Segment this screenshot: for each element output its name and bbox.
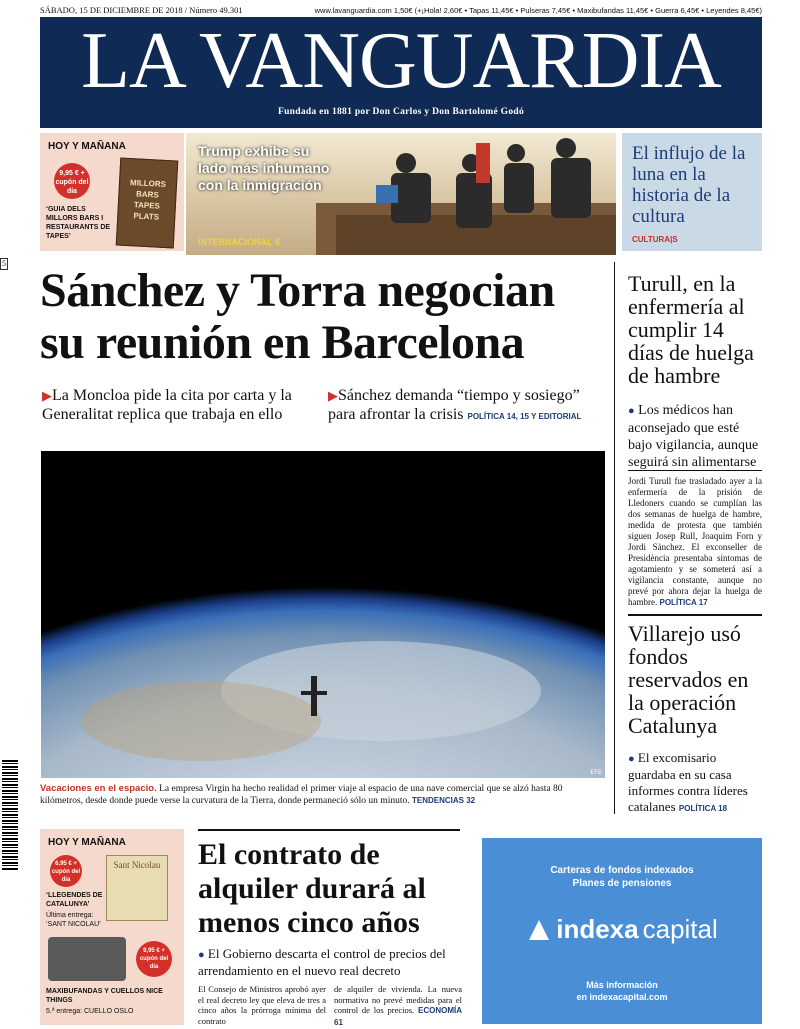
- ad-line-1: Carteras de fondos indexados: [550, 865, 694, 876]
- top-bar: [40, 3, 762, 17]
- main-sub-2: [328, 386, 608, 426]
- space-photo: [41, 451, 605, 778]
- trump-story[interactable]: [186, 133, 616, 255]
- luna-story[interactable]: [622, 133, 762, 251]
- triangle-icon: ▶: [42, 388, 52, 403]
- ad-brand-1: indexa: [556, 914, 639, 944]
- ad-brand-2: capital: [642, 914, 718, 944]
- price-badge-1: 6,95 € + cupón del día: [50, 855, 82, 887]
- barcode: [0, 760, 22, 910]
- triangle-icon: ▶: [328, 388, 338, 403]
- turull-body-text: Jordi Turull fue trasladado ayer a la enfermería de la prisión de Lledoners cuando se cumplían las dos semanas de huelga de hambre, medida de protesta que también siguen Josep Rull, Joaquim Forn y Jordi Sànchez. El exconseller de Presidència presentaba síntomas de agotamiento y se someterá así a vigilancia constante, aunque no prevé por ahora dejar la huelga de hambre.: [628, 476, 762, 607]
- contract-body-1: El Consejo de Ministros aprobó ayer el real decreto ley que eleva de tres a cinco años la prórroga mínima del contrato: [198, 984, 326, 1026]
- scarf-image: [48, 937, 126, 981]
- contract-sub: [198, 946, 464, 979]
- web-prices[interactable]: www.lavanguardia.com 1,50€ (+¡Hola! 2,60€ • Tapas 11,45€ • Pulseras 7,45€ • Maxibufandas 11,45€ • Guerra 6,45€ • Leyendes 8,45€): [314, 5, 762, 15]
- promo-desc: ‘GUIA DELS MILLORS BARS I RESTAURANTS DE TAPES’: [46, 206, 111, 240]
- promo-bottom[interactable]: [40, 829, 184, 1025]
- caption-text: La empresa Virgin ha hecho realidad el primer viaje al espacio de una nave comercial que se alzó hasta 80 kilómetros, desde donde puede verse la curvatura de la Tierra, donde permaneció sólo un minuto.: [40, 784, 563, 806]
- turull-rule: [628, 470, 762, 471]
- main-sub-1: [42, 386, 324, 424]
- villarejo-sub-text: El excomisario guardaba en su casa informes contra líderes catalanes: [628, 750, 748, 814]
- promo-desc-2: MAXIBUFANDAS Y CUELLOS NICE THINGS: [46, 988, 163, 1004]
- price-badge: 9,95 € + cupón del día: [54, 163, 90, 199]
- villarejo-headline[interactable]: Villarejo usó fondos reservados en la operación Catalunya: [628, 621, 749, 738]
- villarejo-rule: [628, 614, 762, 616]
- contract-sub-text: El Gobierno descarta el control de precios del arrendamiento en el nuevo real decreto: [198, 946, 446, 978]
- caption-ref[interactable]: TENDENCIAS 32: [411, 796, 476, 805]
- turull-headline[interactable]: Turull, en la enfermería al cumplir 14 días de huelga de hambre: [628, 271, 754, 388]
- photo-caption: [40, 783, 606, 807]
- ad-line-2: Planes de pensiones: [572, 878, 672, 889]
- photo-credit: EFE: [590, 770, 602, 776]
- earth-curvature-image: [41, 451, 605, 778]
- contract-body-2: [334, 984, 462, 1028]
- promo-last-2: 5.ª entrega: CUELLO OSLO: [46, 1008, 134, 1015]
- main-sub-2-ref[interactable]: POLÍTICA 14, 15 Y EDITORIAL: [467, 412, 582, 421]
- book-cover-2-text: Sant Nicolau: [113, 860, 161, 870]
- bullet-icon: ●: [628, 405, 635, 417]
- newspaper-logo: LA VANGUARDIA: [81, 17, 721, 105]
- ad-url[interactable]: en indexacapital.com: [576, 992, 668, 1002]
- contract-body-2-text: de alquiler de vivienda. La nueva normativa no prevé medidas para el control de los precios.: [334, 984, 462, 1015]
- indexa-logo-icon: [526, 917, 552, 943]
- book-cover: [116, 158, 179, 249]
- bullet-icon: ●: [628, 753, 635, 765]
- founded-line: Fundada en 1881 por Don Carlos y Don Bartolomé Godó: [277, 107, 525, 117]
- date-issue: SÁBADO, 15 DE DICIEMBRE DE 2018 / Número 49.301: [40, 5, 243, 15]
- promo-desc-1: ‘LLEGENDES DE CATALUNYA’: [46, 892, 103, 908]
- villarejo-sub: [628, 750, 762, 817]
- villarejo-ref[interactable]: POLÍTICA 18: [678, 804, 728, 813]
- price-badge-2: 9,95 € + cupón del día: [136, 941, 172, 977]
- promo-top[interactable]: [40, 133, 184, 251]
- main-sub-1-text: La Moncloa pide la cita por carta y la Generalitat replica que trabaja en ello: [42, 387, 292, 423]
- turull-ref[interactable]: POLÍTICA 17: [659, 598, 708, 607]
- book-cover-2: [106, 855, 168, 921]
- contract-ref[interactable]: ECONOMÍA 61: [334, 1006, 462, 1027]
- masthead: [40, 17, 762, 128]
- promo-bottom-title: HOY Y MAÑANA: [48, 837, 126, 848]
- luna-headline: El influjo de la luna en la historia de la cultura: [632, 143, 746, 227]
- book-cover-text: MILLORS BARS TAPES PLATS: [129, 178, 167, 222]
- main-sub-2-text: Sánchez demanda “tiempo y sosiego” para afrontar la crisis: [328, 387, 580, 423]
- turull-body: [628, 476, 762, 608]
- main-headline[interactable]: Sánchez y Torra negocian su reunión en Barcelona: [40, 264, 555, 369]
- indexa-ad[interactable]: [482, 838, 762, 1024]
- promo-last-1: Última entrega: ‘SANT NICOLAU’: [46, 912, 101, 928]
- luna-section: CULTURA|S: [632, 235, 678, 244]
- column-divider: [614, 262, 615, 814]
- barcode-bars: [2, 760, 18, 870]
- trump-headline: Trump exhibe su lado más inhumano con la inmigración: [198, 143, 330, 193]
- ad-brand: [482, 914, 762, 945]
- ad-info: Más información: [586, 980, 658, 990]
- contract-headline[interactable]: El contrato de alquiler durará al menos cinco años: [198, 838, 426, 939]
- turull-sub-text: Los médicos han aconsejado que esté bajo vigilancia, aunque seguirá sin alimentarse: [628, 403, 759, 470]
- turull-sub: [628, 402, 762, 471]
- promo-title: HOY Y MAÑANA: [48, 141, 126, 152]
- page-marker: 5: [2, 259, 6, 268]
- caption-title: Vacaciones en el espacio.: [40, 783, 157, 794]
- bullet-icon: ●: [198, 949, 205, 961]
- contract-rule: [198, 829, 460, 831]
- trump-section: INTERNACIONAL 6: [198, 237, 280, 247]
